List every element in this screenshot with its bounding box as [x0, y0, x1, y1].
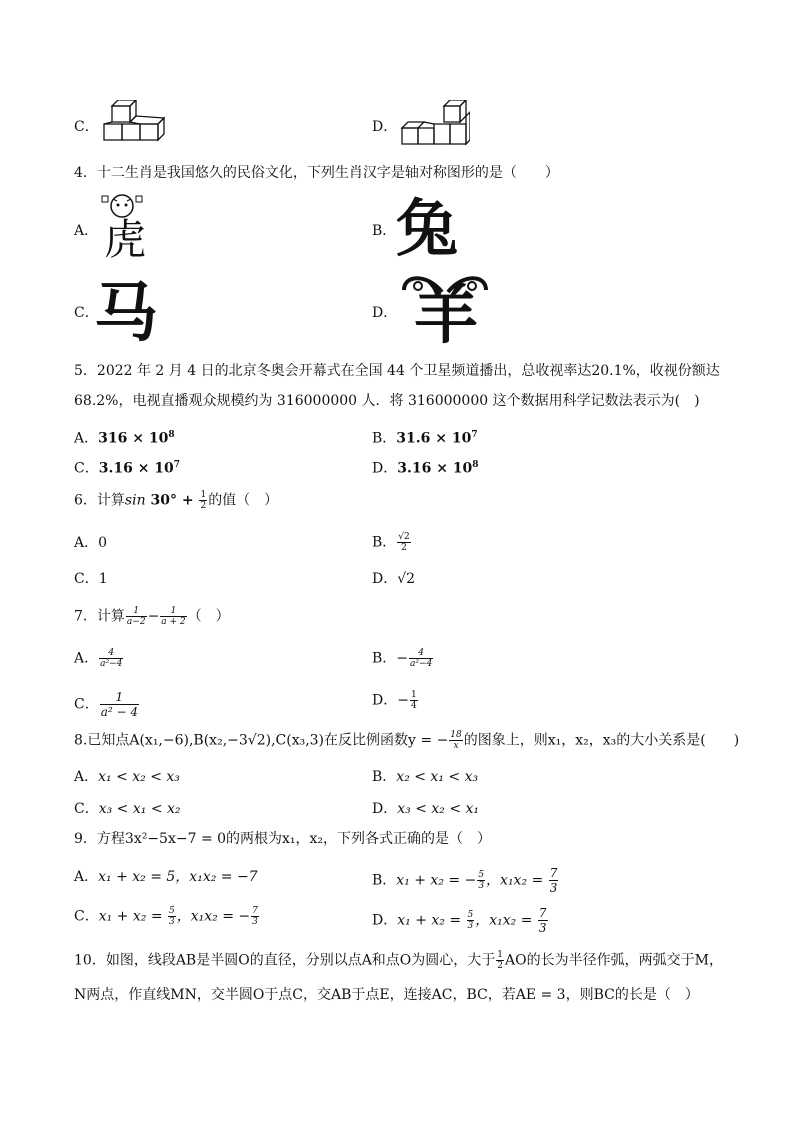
q8-option-a-label: A． — [74, 769, 99, 785]
q7-option-b — [372, 648, 434, 669]
q5-option-d — [372, 456, 479, 478]
q6-option-d — [372, 570, 415, 588]
q8-stem-a: 8.已知点A(x₁,−6),B(x₂,−3√2),C(x₃,3)在反比例函数y = − — [74, 732, 449, 749]
q5-option-d-base: 3.16 × 10 — [397, 460, 473, 477]
q3-option-d-cube-figure — [398, 100, 470, 148]
q5-option-b-exp: 7 — [471, 430, 478, 440]
q7-option-d-num: 1 — [410, 690, 417, 700]
q10-line1-b: AO的长为半径作弧，两弧交于M， — [505, 952, 723, 969]
q8-option-c — [74, 800, 181, 818]
q8-option-b — [372, 768, 478, 786]
q4-option-b-rabbit-character — [396, 192, 468, 265]
q5-option-c-exp: 7 — [173, 460, 181, 470]
q9-option-c-mid: ，x₁x₂ = − — [176, 908, 251, 925]
q6-option-c — [74, 570, 108, 588]
q9-option-c — [74, 906, 260, 927]
q4-option-c-horse-character — [94, 278, 166, 350]
q6-option-c-value: 1 — [98, 571, 108, 587]
q7-option-a-label: A． — [74, 650, 99, 667]
q7-stem — [74, 606, 230, 627]
q7-option-d — [372, 690, 419, 711]
q3-option-c-label: C． — [74, 119, 99, 135]
q5-option-c-label: C． — [74, 460, 99, 477]
q5-option-d-label: D． — [372, 460, 398, 477]
q9-option-c-n2: 7 — [252, 906, 258, 916]
q7-option-b-sign: − — [396, 650, 409, 667]
q4-option-c-char: 马 — [94, 277, 158, 351]
q4-option-b-char: 兔 — [396, 192, 459, 265]
q10-frac-num: 1 — [497, 950, 504, 960]
q6-prefix: 6．计算 — [74, 492, 125, 509]
q7-option-d-label: D． — [372, 692, 398, 709]
q6-option-a-value: 0 — [98, 535, 108, 551]
q5-option-c-base: 3.16 × 10 — [98, 460, 174, 477]
q10-frac-den: 2 — [497, 961, 504, 971]
q9-option-d-mid: ，x₁x₂ = — [475, 912, 537, 929]
q5-option-a-label: A． — [74, 430, 99, 447]
q5-option-a-exp: 8 — [168, 430, 175, 440]
q4-option-a-char: 虎 — [104, 215, 147, 264]
q4-option-c-label: C． — [74, 305, 99, 321]
q9-option-c-pre: x₁ + x₂ = — [98, 908, 167, 925]
q8-option-d-value: x₃ < x₂ < x₁ — [397, 801, 480, 817]
q7-option-c — [74, 690, 140, 719]
q5-option-a — [74, 426, 175, 448]
q7-option-a-den: a²−4 — [100, 659, 123, 669]
q9-option-d-n1: 5 — [467, 910, 474, 920]
q9-option-a — [74, 868, 258, 886]
q7-option-b-label: B． — [372, 650, 397, 667]
q9-option-c-d2: 3 — [252, 917, 258, 927]
q9-option-b-n1: 5 — [478, 870, 485, 880]
q7-f2-den: a + 2 — [161, 617, 186, 627]
q7-f2-num: 1 — [160, 606, 186, 617]
q9-option-d-d1: 3 — [467, 921, 474, 931]
q4-option-a-tiger-character — [96, 192, 160, 266]
q6-angle: 30° + — [145, 492, 199, 509]
q7-prefix: 7．计算 — [74, 608, 125, 625]
q7-option-b-den: a²−4 — [410, 659, 433, 669]
q9-option-a-value: x₁ + x₂ = 5，x₁x₂ = −7 — [98, 869, 258, 885]
q5-option-c — [74, 456, 180, 478]
q8-stem-b: 的图象上，则x₁，x₂，x₃的大小关系是( ) — [463, 732, 740, 749]
q5-stem-line2: 68.2%，电视直播观众规模约为 316000000 人．将 316000000 这个数据用科学记数法表示为( ) — [74, 393, 700, 409]
q7-option-c-den: a² − 4 — [100, 705, 139, 719]
q7-minus: − — [147, 608, 160, 625]
q9-option-d-d2: 3 — [538, 921, 547, 935]
q10-stem-line2: N两点，作直线MN，交半圆O于点C，交AB于点E，连接AC，BC，若AE = 3，则BC的长是（ ） — [74, 987, 699, 1003]
q5-option-b — [372, 426, 478, 448]
q9-option-b — [372, 866, 559, 895]
q6-option-b-den: 2 — [401, 543, 407, 553]
q9-option-d-n2: 7 — [538, 906, 547, 920]
q9-option-a-label: A． — [74, 869, 99, 885]
q5-option-d-exp: 8 — [472, 460, 479, 470]
q6-option-b — [372, 532, 412, 553]
q9-option-b-pre: x₁ + x₂ = − — [396, 872, 477, 889]
q4-option-d-label: D． — [372, 305, 398, 321]
q4-option-d-sheep-character — [398, 272, 492, 352]
q9-option-b-n2: 7 — [549, 866, 558, 880]
q9-option-b-d2: 3 — [549, 881, 558, 895]
q8-option-c-label: C． — [74, 801, 99, 817]
q6-option-b-num: √2 — [398, 532, 410, 542]
q7-option-d-den: 4 — [410, 701, 417, 711]
q6-frac-num: 1 — [200, 490, 207, 500]
q9-option-c-label: C． — [74, 908, 99, 925]
q7-f1-den: a−2 — [126, 617, 146, 627]
q7-option-c-num: 1 — [100, 690, 139, 705]
q4-option-a-label: A． — [74, 223, 99, 239]
q5-option-a-base: 316 × 10 — [98, 430, 169, 447]
q4-option-b-label: B． — [372, 223, 397, 239]
q9-option-d — [372, 906, 549, 935]
q7-option-a — [74, 648, 124, 669]
q8-option-b-value: x₂ < x₁ < x₃ — [396, 769, 479, 785]
q8-option-b-label: B． — [372, 769, 397, 785]
q6-option-b-label: B． — [372, 534, 397, 551]
q8-option-c-value: x₃ < x₁ < x₂ — [98, 801, 181, 817]
q8-frac-den: x — [453, 741, 459, 751]
q6-option-a — [74, 534, 107, 552]
q7-option-c-label: C． — [74, 696, 99, 713]
q9-option-c-d1: 3 — [169, 917, 175, 927]
q8-frac-num: 18 — [450, 730, 462, 740]
q7-option-b-num: 4 — [409, 648, 433, 659]
q6-option-a-label: A． — [74, 535, 99, 551]
q3-option-c-cube-figure — [100, 100, 170, 144]
q3-option-d-label: D． — [372, 119, 398, 135]
q6-suffix: 的值（ ） — [208, 492, 279, 509]
q9-option-d-pre: x₁ + x₂ = — [397, 912, 466, 929]
q5-stem-line1: 5．2022 年 2 月 4 日的北京冬奥会开幕式在全国 44 个卫星频道播出，总收视率达20.1%，收视份额达 — [74, 363, 720, 379]
q10-stem-line1 — [74, 950, 723, 971]
q6-option-d-label: D． — [372, 571, 398, 587]
q9-option-b-mid: ，x₁x₂ = — [486, 872, 548, 889]
q9-option-d-label: D． — [372, 912, 398, 929]
q4-option-d-char: 羊 — [414, 279, 478, 353]
q8-option-d — [372, 800, 479, 818]
q9-option-b-label: B． — [372, 872, 397, 889]
q4-stem: 4．十二生肖是我国悠久的民俗文化，下列生肖汉字是轴对称图形的是（ ） — [74, 165, 559, 181]
q8-option-a-value: x₁ < x₂ < x₃ — [98, 769, 180, 785]
q5-option-b-base: 31.6 × 10 — [396, 430, 472, 447]
q9-stem: 9．方程3x²−5x−7 = 0的两根为x₁，x₂，下列各式正确的是（ ） — [74, 831, 492, 847]
q6-stem — [74, 490, 278, 511]
q7-suffix: （ ） — [187, 608, 230, 625]
q10-line1-a: 10．如图，线段AB是半圆O的直径，分别以点A和点O为圆心，大于 — [74, 952, 496, 969]
q6-option-c-label: C． — [74, 571, 99, 587]
q9-option-c-n1: 5 — [169, 906, 175, 916]
q7-option-d-sign: − — [397, 692, 409, 709]
q6-option-d-value: √2 — [397, 571, 416, 587]
q7-f1-num: 1 — [126, 606, 147, 617]
q9-option-b-d1: 3 — [478, 881, 485, 891]
q6-sin: sin — [124, 492, 146, 509]
q7-option-a-num: 4 — [99, 648, 123, 659]
q8-option-a — [74, 768, 180, 786]
q8-stem — [74, 730, 739, 751]
q6-frac-den: 2 — [200, 501, 207, 511]
q5-option-b-label: B． — [372, 430, 397, 447]
q8-option-d-label: D． — [372, 801, 398, 817]
